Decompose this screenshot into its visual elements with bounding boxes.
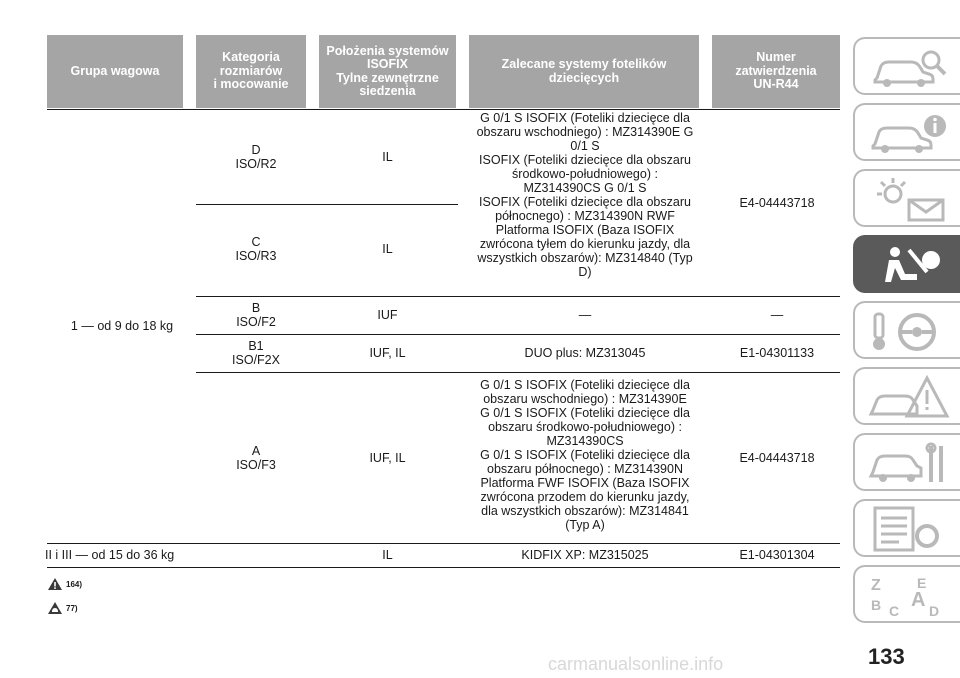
tab-lights-message[interactable] [853, 169, 960, 227]
row-divider [196, 296, 840, 297]
key-steering-icon [865, 308, 951, 354]
cell-category-a: A ISO/F3 [236, 444, 276, 472]
row-divider [47, 543, 840, 544]
svg-text:E: E [917, 575, 927, 591]
row-divider [196, 334, 840, 335]
car-info-icon [865, 110, 951, 156]
tab-car-search[interactable] [853, 37, 960, 95]
car-tools-icon [865, 440, 951, 486]
cell-position-a: IUF, IL [369, 451, 406, 465]
row-divider [196, 204, 458, 205]
cell-number-b: — [770, 308, 784, 322]
cell-position-b1: IUF, IL [369, 346, 406, 360]
tab-car-info[interactable] [853, 103, 960, 161]
tab-alphabet-index[interactable] [853, 565, 960, 623]
row-divider [47, 567, 840, 568]
cell-systems-dc: G 0/1 S ISOFIX (Foteliki dziecięce dla obszaru wschodniego) : MZ314390E G 0/1 S ISOFIX (Foteliki dziecięce dla obszaru środkowo-południowego) : MZ314390CS G 0/1 S ISOFIX (Foteliki dziecięce dla obszaru północnego) : MZ314390N RWF Platforma ISOFIX (Baza ISOFIX zwrócona tyłem do kierunku jazdy, dla wszystkich obszarów): MZ314840 (Typ D) [476, 111, 694, 279]
svg-text:A: A [911, 589, 926, 611]
cell-group-2-3: II i III — od 15 do 36 kg [45, 548, 175, 562]
alphabet-index-icon [865, 572, 951, 618]
group-weight-1: 1 — od 9 do 18 kg [70, 319, 174, 333]
svg-text:Z: Z [871, 577, 881, 594]
lights-message-icon [865, 176, 951, 222]
warning-hand-icon [47, 601, 63, 615]
cell-category-c: C ISO/R3 [235, 235, 277, 263]
cell-category-d: D ISO/R2 [235, 143, 277, 171]
header-polozenia: Położenia systemów ISOFIX Tylne zewnętrzne siedzenia [319, 35, 456, 108]
cell-number-a: E4-04443718 [739, 451, 815, 465]
cell-number-dc: E4-04443718 [739, 196, 815, 210]
cell-position-c: IL [382, 242, 393, 256]
tab-car-tools[interactable] [853, 433, 960, 491]
cell-category-b1: B1 ISO/F2X [232, 339, 280, 367]
warning-ref-77 [47, 601, 78, 615]
cell-systems-b: — [578, 308, 592, 322]
header-numer-zatwierdzenia: Numer zatwierdzenia UN-R44 [712, 35, 840, 108]
cell-systems-a: G 0/1 S ISOFIX (Foteliki dziecięce dla obszaru wschodniego) : MZ314390E G 0/1 S ISOFIX (Foteliki dziecięce dla obszaru środkowo-południowego) : MZ314390CS G 0/1 S ISOFIX (Foteliki dziecięce dla obszaru północnego) : MZ314390N Platforma FWF ISOFIX (Baza ISOFIX zwrócona przodem do kierunku jazdy, dla wszystkich obszarów): MZ314841 (Typ A) [480, 378, 690, 532]
svg-text:C: C [889, 603, 900, 618]
tab-airbag-seat[interactable] [853, 235, 960, 293]
cell-systems-b1: DUO plus: MZ313045 [524, 346, 646, 360]
header-kategoria: Kategoria rozmiarów i mocowanie [196, 35, 306, 108]
tab-list-settings[interactable] [853, 499, 960, 557]
header-zalecane-systemy: Zalecane systemy fotelików dziecięcych [469, 35, 699, 108]
warning-ref-label: 164) [66, 579, 83, 589]
warning-ref-164 [47, 577, 82, 591]
cell-systems-last: KIDFIX XP: MZ315025 [521, 548, 649, 562]
list-settings-icon [865, 506, 951, 552]
page-number: 133 [868, 644, 905, 669]
warning-triangle-icon [47, 577, 63, 591]
cell-category-b: B ISO/F2 [236, 301, 276, 329]
watermark: carmanualsonline.info [548, 654, 724, 674]
cell-position-d: IL [382, 150, 393, 164]
svg-text:B: B [871, 597, 882, 613]
cell-number-last: E1-04301304 [739, 548, 815, 562]
warning-ref-label: 77) [66, 603, 78, 613]
car-warning-icon [865, 374, 951, 420]
tab-key-steering[interactable] [853, 301, 960, 359]
row-divider [47, 109, 840, 110]
tab-car-warning[interactable] [853, 367, 960, 425]
row-divider [196, 372, 840, 373]
airbag-seat-icon [865, 242, 951, 288]
header-grupa-wagowa: Grupa wagowa [47, 35, 183, 108]
svg-text:D: D [929, 603, 940, 618]
cell-position-b: IUF [377, 308, 398, 322]
car-search-icon [865, 44, 951, 90]
cell-number-b1: E1-04301133 [739, 346, 815, 360]
cell-position-last: IL [382, 548, 393, 562]
